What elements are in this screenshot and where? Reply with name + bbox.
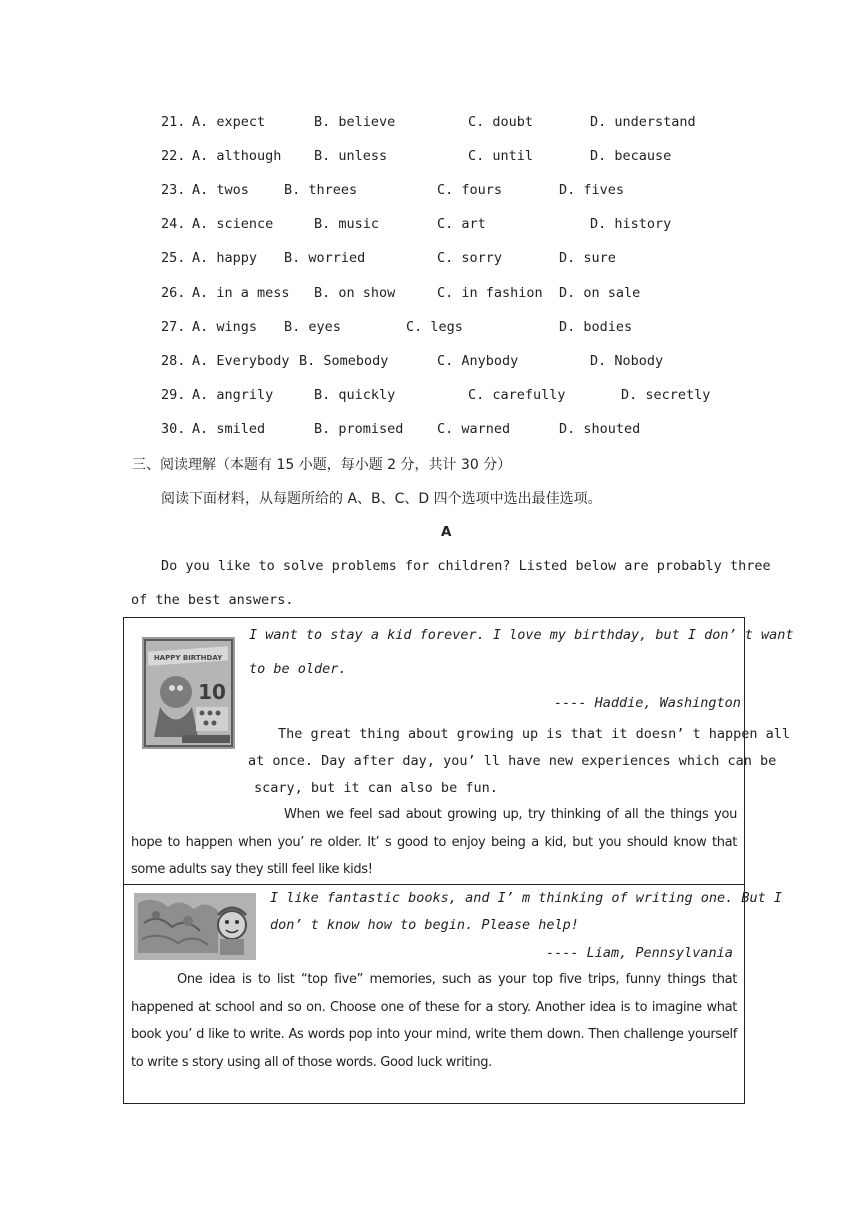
option-c: C. carefully (468, 387, 566, 403)
option-b: B. worried (284, 250, 366, 266)
option-d: D. Nobody (590, 353, 664, 369)
card-number-text: 10 (198, 680, 226, 704)
option-a: A. expect (192, 114, 266, 130)
option-c: C. fours (437, 182, 503, 198)
option-d: D. secretly (621, 387, 711, 403)
option-b: B. threes (284, 182, 358, 198)
letter1-answer-line-1: The great thing about growing up is that it doesn’ t happen all (278, 726, 791, 742)
option-b: B. eyes (284, 319, 341, 335)
birthday-illustration-icon (142, 637, 235, 749)
option-c: C. doubt (468, 114, 534, 130)
option-c: C. sorry (437, 250, 503, 266)
letter2-answer-paragraph: One idea is to list “top five” memories, such as your top five trips, funny things that happened at school and so on. Choose one of these for a story. Another idea is to imagine what book you’ d like to write. As words pop into your mind, write them down. Then challenge yourself to write s story using all of those words. Good luck writing. (131, 972, 737, 1070)
option-c: C. warned (437, 421, 511, 437)
question-number: 28. (161, 353, 186, 369)
question-number: 30. (161, 421, 186, 437)
option-d: D. history (590, 216, 672, 232)
question-number: 23. (161, 182, 186, 198)
letter2-question-line-2: don’ t know how to begin. Please help! (270, 917, 579, 933)
option-b: B. unless (314, 148, 388, 164)
card-title-text: HAPPY BIRTHDAY (153, 654, 223, 662)
option-c: C. Anybody (437, 353, 519, 369)
letter1-signature: ---- Haddie, Washington (554, 695, 741, 711)
question-number: 22. (161, 148, 186, 164)
option-d: D. shouted (559, 421, 641, 437)
intro-line-1: Do you like to solve problems for children? Listed below are probably three (161, 558, 771, 574)
option-d: D. because (590, 148, 672, 164)
option-c: C. art (437, 216, 486, 232)
option-b: B. believe (314, 114, 396, 130)
birthday-card-image (142, 637, 235, 749)
letter1-answer-line-2: at once. Day after day, you’ ll have new experiences which can be (248, 753, 777, 769)
question-number: 24. (161, 216, 186, 232)
option-a: A. happy (192, 250, 258, 266)
letter1-question-line-1: I want to stay a kid forever. I love my birthday, but I don’ t want (249, 627, 794, 643)
option-c: C. until (468, 148, 534, 164)
option-a: A. wings (192, 319, 258, 335)
option-d: D. on sale (559, 285, 641, 301)
option-b: B. quickly (314, 387, 396, 403)
option-d: D. sure (559, 250, 616, 266)
section-instruction: 阅读下面材料，从每题所给的 A、B、C、D 四个选项中选出最佳选项。 (161, 491, 602, 507)
storybook-illustration-icon (134, 893, 256, 960)
option-b: B. promised (314, 421, 404, 437)
question-number: 25. (161, 250, 186, 266)
letter1-answer-paragraph-2: When we feel sad about growing up, try thinking of all the things you hope to happen when you’ re older. It’ s good to enjoy being a kid, but you should know that some adults say they still feel like kids! (131, 807, 737, 877)
option-c: C. legs (406, 319, 463, 335)
option-d: D. understand (590, 114, 696, 130)
option-b: B. Somebody (299, 353, 389, 369)
option-c: C. in fashion (437, 285, 543, 301)
section-heading: 三、阅读理解（本题有 15 小题，每小题 2 分，共计 30 分） (132, 457, 512, 473)
option-a: A. angrily (192, 387, 274, 403)
option-d: D. bodies (559, 319, 633, 335)
question-number: 27. (161, 319, 186, 335)
option-a: A. science (192, 216, 274, 232)
option-d: D. fives (559, 182, 625, 198)
letter1-answer-line-3: scary, but it can also be fun. (254, 780, 498, 796)
question-number: 21. (161, 114, 186, 130)
box-divider (123, 884, 745, 885)
letter2-question-line-1: I like fantastic books, and I’ m thinking of writing one. But I (270, 890, 783, 906)
letter2-signature: ---- Liam, Pennsylvania (546, 945, 733, 961)
letter1-question-line-2: to be older. (249, 661, 347, 677)
option-a: A. in a mess (192, 285, 290, 301)
question-number: 29. (161, 387, 186, 403)
option-a: A. smiled (192, 421, 266, 437)
option-a: A. Everybody (192, 353, 290, 369)
intro-line-2: of the best answers. (131, 592, 294, 608)
storybook-image (134, 893, 256, 960)
passage-label: A (441, 524, 452, 540)
option-b: B. music (314, 216, 380, 232)
option-a: A. although (192, 148, 282, 164)
option-a: A. twos (192, 182, 249, 198)
question-number: 26. (161, 285, 186, 301)
option-b: B. on show (314, 285, 396, 301)
